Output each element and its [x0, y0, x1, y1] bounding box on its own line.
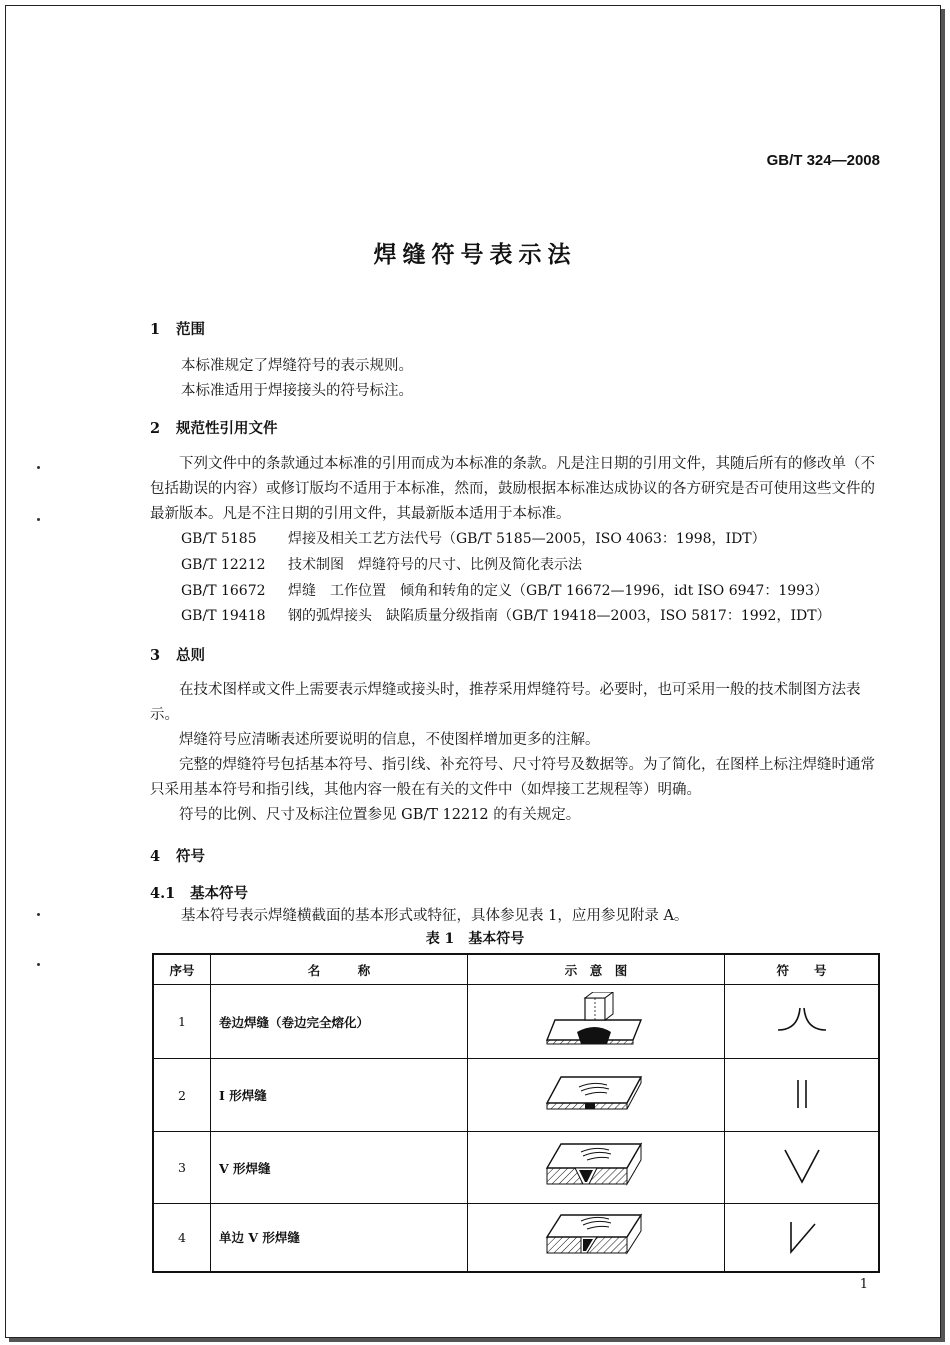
- scan-dot: [37, 913, 40, 916]
- page-number: 1: [859, 1277, 868, 1292]
- table-header-row: [153, 954, 879, 985]
- table-row: [153, 985, 879, 1059]
- standard-number: GB/T 324—2008: [766, 152, 880, 169]
- section-number: 3: [150, 647, 161, 664]
- i-weld-diagram-icon: [468, 1059, 725, 1132]
- scan-dot: [37, 466, 40, 469]
- row-name: I 形焊缝: [211, 1059, 468, 1132]
- flange-weld-symbol-icon: [725, 985, 880, 1059]
- reference-text: 焊接及相关工艺方法代号（GB/T 5185—2005，ISO 4063：1998，IDT）: [288, 531, 766, 547]
- subsection-4-1-heading: [150, 882, 248, 903]
- single-v-weld-diagram-icon: [468, 1204, 725, 1272]
- section-3-paragraph-4: 符号的比例、尺寸及标注位置参见 GB/T 12212 的有关规定。: [179, 807, 581, 823]
- row-index: 3: [153, 1132, 211, 1204]
- reference-text: 焊缝 工作位置 倾角和转角的定义（GB/T 16672—1996，idt ISO 6947：1993）: [288, 583, 828, 599]
- row-index: 1: [153, 985, 211, 1059]
- reference-text: 钢的弧焊接头 缺陷质量分级指南（GB/T 19418—2003，ISO 5817：1992，IDT）: [288, 608, 831, 624]
- table-row: [153, 1204, 879, 1272]
- reference-code: GB/T 12212: [181, 557, 266, 573]
- reference-text: 技术制图 焊缝符号的尺寸、比例及简化表示法: [288, 557, 582, 573]
- reference-item: [181, 528, 766, 548]
- header-name: 名 称: [211, 954, 468, 985]
- section-3-paragraph-2: 焊缝符号应清晰表述所要说明的信息，不使图样增加更多的注解。: [179, 732, 600, 748]
- section-3-paragraph-3: 完整的焊缝符号包括基本符号、指引线、补充符号、尺寸符号及数据等。为了简化，在图样上标注焊缝时通常只采用基本符号和指引线，其他内容一般在有关的文件中（如焊接工艺规程等）明确。: [150, 757, 875, 798]
- reference-code: GB/T 19418: [181, 608, 266, 624]
- table-caption: 表 1 基本符号: [425, 931, 525, 947]
- scan-dot: [37, 963, 40, 966]
- scan-dot: [37, 518, 40, 521]
- subsection-4-1-text: 基本符号表示焊缝横截面的基本形式或特征，具体参见表 1，应用参见附录 A。: [181, 908, 689, 924]
- section-2-heading: [150, 417, 278, 438]
- section-3-heading: [150, 644, 205, 665]
- section-number: 4: [150, 848, 161, 865]
- section-title: 规范性引用文件: [176, 420, 278, 437]
- single-v-weld-symbol-icon: [725, 1204, 880, 1272]
- section-3-paragraph-1: 在技术图样或文件上需要表示焊缝或接头时，推荐采用焊缝符号。必要时，也可采用一般的技术制图方法表示。: [150, 682, 861, 723]
- section-title: 总则: [176, 647, 205, 664]
- row-name: 单边 V 形焊缝: [211, 1204, 468, 1272]
- page-shadow-bottom: [9, 1338, 945, 1342]
- section-1-line-1: 本标准规定了焊缝符号的表示规则。: [181, 358, 413, 374]
- v-weld-diagram-icon: [468, 1132, 725, 1204]
- header-symbol: 符 号: [725, 954, 880, 985]
- flange-weld-diagram-icon: [468, 985, 725, 1059]
- i-weld-symbol-icon: [725, 1059, 880, 1132]
- reference-item: [181, 605, 831, 625]
- reference-code: GB/T 5185: [181, 531, 257, 547]
- section-1-line-2: 本标准适用于焊接接头的符号标注。: [181, 383, 413, 399]
- section-number: 1: [150, 321, 161, 338]
- table-row: [153, 1132, 879, 1204]
- reference-item: [181, 580, 828, 600]
- basic-symbols-table: [152, 953, 880, 1273]
- header-diagram: 示 意 图: [468, 954, 725, 985]
- section-4-heading: [150, 845, 205, 866]
- section-title: 符号: [176, 848, 205, 865]
- v-weld-symbol-icon: [725, 1132, 880, 1204]
- subsection-number: 4.1: [150, 885, 176, 902]
- row-index: 2: [153, 1059, 211, 1132]
- subsection-title: 基本符号: [190, 885, 248, 902]
- reference-code: GB/T 16672: [181, 583, 266, 599]
- page-shadow-right: [941, 9, 945, 1342]
- reference-item: [181, 554, 582, 574]
- section-1-heading: [150, 318, 205, 339]
- document-title: 焊缝符号表示法: [373, 241, 577, 268]
- section-2-paragraph: 下列文件中的条款通过本标准的引用而成为本标准的条款。凡是注日期的引用文件，其随后所有的修改单（不包括勘误的内容）或修订版均不适用于本标准，然而，鼓励根据本标准达成协议的各方研究是否可使用这些文件的最新版本。凡是不注日期的引用文件，其最新版本适用于本标准。: [150, 456, 875, 522]
- section-title: 范围: [176, 321, 205, 338]
- row-name: V 形焊缝: [211, 1132, 468, 1204]
- row-name: 卷边焊缝（卷边完全熔化）: [211, 985, 468, 1059]
- section-number: 2: [150, 420, 161, 437]
- header-index: 序号: [153, 954, 211, 985]
- table-row: [153, 1059, 879, 1132]
- row-index: 4: [153, 1204, 211, 1272]
